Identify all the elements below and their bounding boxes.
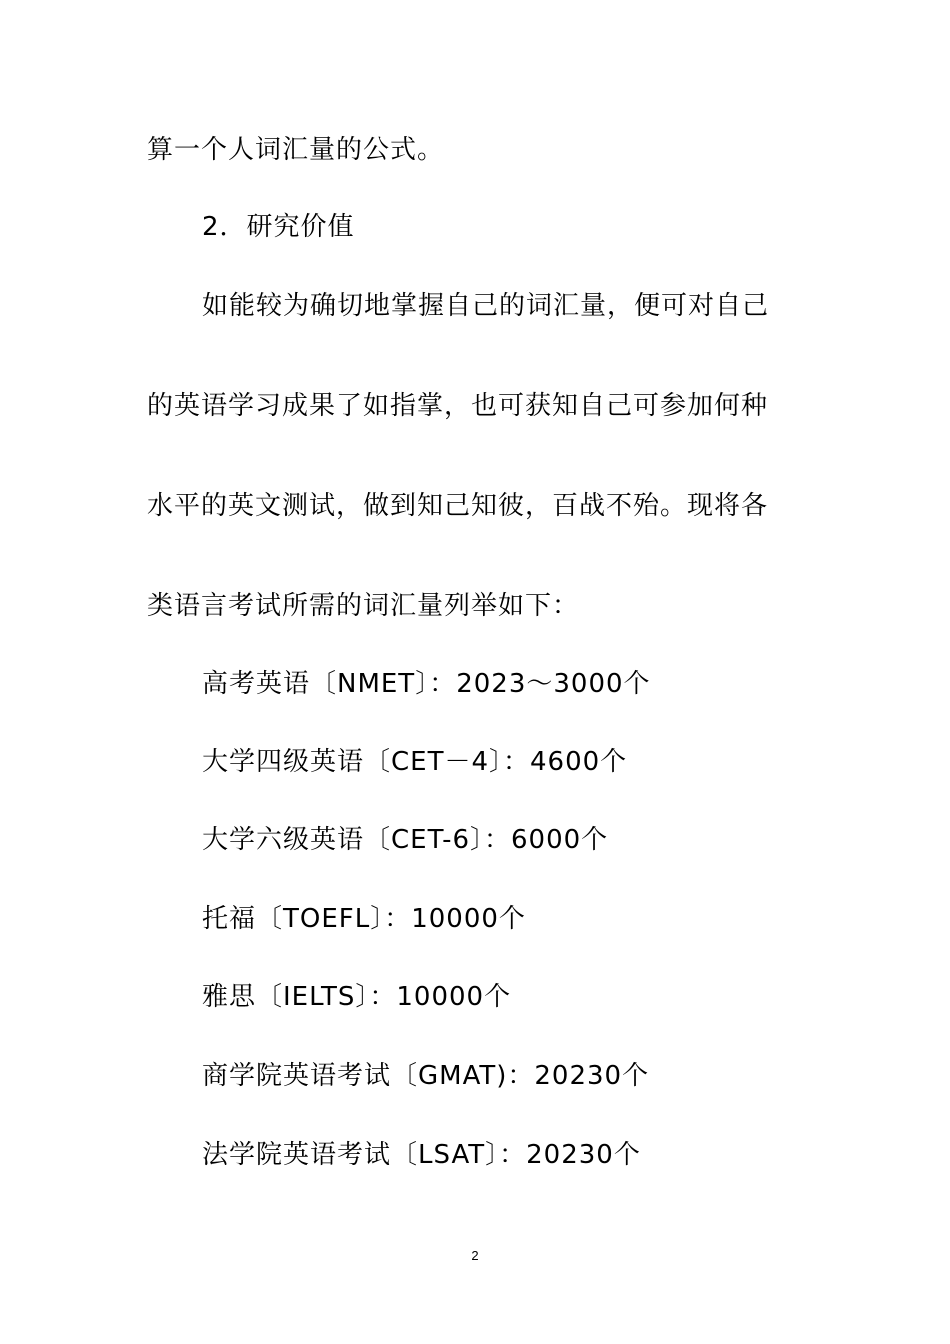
paragraph-line: 算一个人词汇量的公式。 [147,135,445,165]
list-item: 商学院英语考试〔GMAT)：20230个 [202,1061,650,1091]
page-number: 2 [471,1248,479,1263]
paragraph-line: 水平的英文测试，做到知己知彼，百战不殆。现将各 [147,491,769,521]
paragraph-line: 的英语学习成果了如指掌，也可获知自己可参加何种 [147,391,769,421]
list-item: 托福〔TOEFL〕：10000个 [202,904,526,934]
section-heading: 2．研究价值 [202,212,355,242]
paragraph-line: 如能较为确切地掌握自己的词汇量，便可对自己 [202,291,770,321]
list-item: 高考英语〔NMET〕：2023～3000个 [202,669,651,699]
list-item: 法学院英语考试〔LSAT〕：20230个 [202,1140,641,1170]
list-item: 雅思〔IELTS〕：10000个 [202,982,512,1012]
list-item: 大学六级英语〔CET-6〕：6000个 [202,825,609,855]
list-item: 大学四级英语〔CET－4〕：4600个 [202,747,628,777]
paragraph-line: 类语言考试所需的词汇量列举如下： [147,591,580,621]
